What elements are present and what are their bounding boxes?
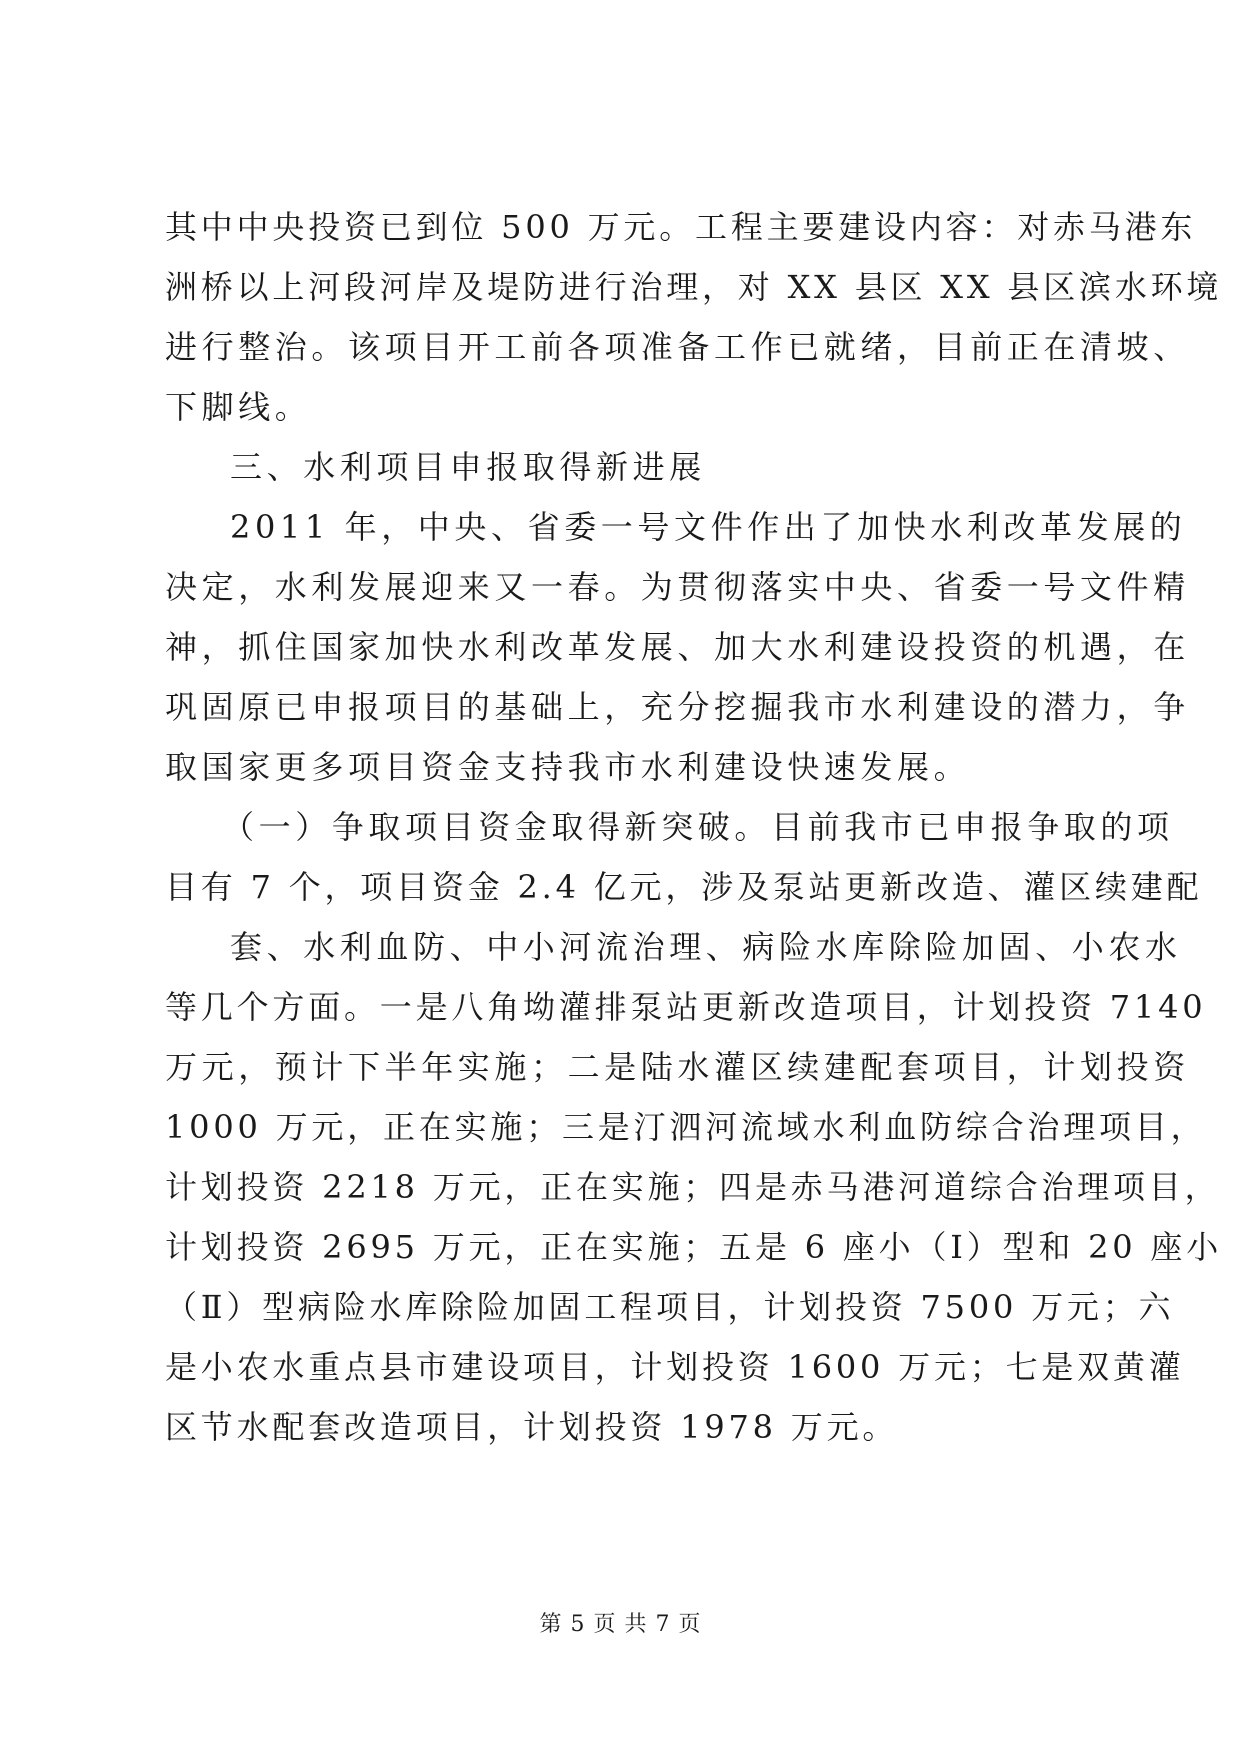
- subheading-line: （一）争取项目资金取得新突破。目前我市已申报争取的项: [222, 808, 1174, 846]
- text-line-15: 万元，预计下半年实施；二是陆水灌区续建配套项目，计划投资: [165, 1048, 1190, 1086]
- text-line-6: 2011 年，中央、省委一号文件作出了加快水利改革发展的: [230, 508, 1187, 546]
- text-line-14: 等几个方面。一是八角坳灌排泵站更新改造项目，计划投资 7140: [165, 988, 1207, 1026]
- text-line-19: （Ⅱ）型病险水库除险加固工程项目，计划投资 7500 万元；六: [165, 1288, 1175, 1326]
- text-line-4: 下脚线。: [165, 388, 312, 426]
- text-line-16: 1000 万元，正在实施；三是汀泗河流域水利血防综合治理项目，: [165, 1108, 1207, 1146]
- text-line-17: 计划投资 2218 万元，正在实施；四是赤马港河道综合治理项目，: [165, 1168, 1221, 1206]
- text-line-20: 是小农水重点县市建设项目，计划投资 1600 万元；七是双黄灌: [165, 1348, 1185, 1386]
- text-line-8: 神，抓住国家加快水利改革发展、加大水利建设投资的机遇，在: [165, 628, 1190, 666]
- text-line-1: 其中中央投资已到位 500 万元。工程主要建设内容：对赤马港东: [165, 208, 1197, 246]
- text-line-13: 套、水利血防、中小河流治理、病险水库除险加固、小农水: [230, 928, 1182, 966]
- page-footer: 第 5 页 共 7 页: [539, 1612, 702, 1637]
- text-line-18: 计划投资 2695 万元，正在实施；五是 6 座小（Ⅰ）型和 20 座小: [165, 1228, 1222, 1266]
- text-line-9: 巩固原已申报项目的基础上，充分挖掘我市水利建设的潜力，争: [165, 688, 1190, 726]
- text-line-3: 进行整治。该项目开工前各项准备工作已就绪，目前正在清坡、: [165, 328, 1190, 366]
- text-line-10: 取国家更多项目资金支持我市水利建设快速发展。: [165, 748, 971, 786]
- section-heading: 三、水利项目申报取得新进展: [230, 448, 706, 486]
- text-line-12: 目有 7 个，项目资金 2.4 亿元，涉及泵站更新改造、灌区续建配: [165, 868, 1203, 906]
- text-line-21: 区节水配套改造项目，计划投资 1978 万元。: [165, 1408, 899, 1446]
- text-line-7: 决定，水利发展迎来又一春。为贯彻落实中央、省委一号文件精: [165, 568, 1190, 606]
- text-line-2: 洲桥以上河段河岸及堤防进行治理，对 XX 县区 XX 县区滨水环境: [165, 268, 1223, 306]
